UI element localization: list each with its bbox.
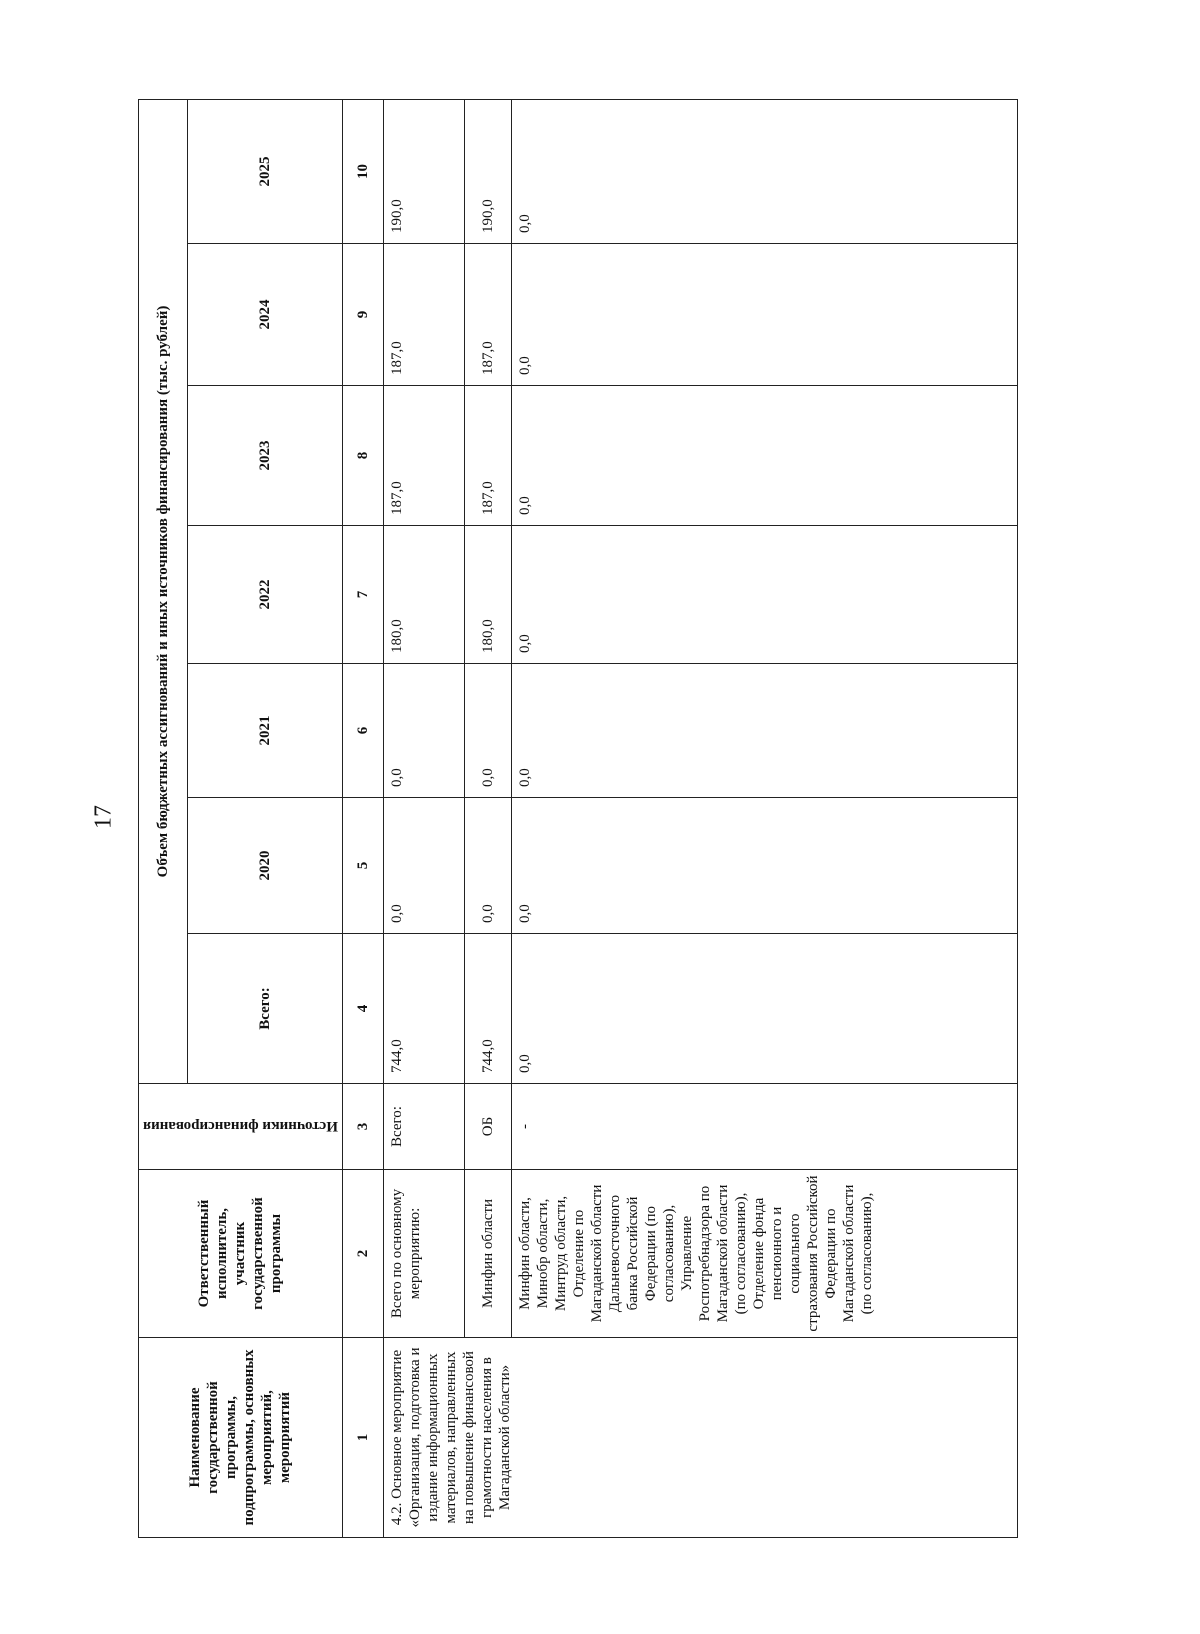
value-cell-total: 744,0	[464, 934, 511, 1084]
value-cell-2024: 187,0	[464, 244, 511, 386]
table-row	[464, 99, 511, 1537]
value-cell-total: 0,0	[511, 934, 1017, 1084]
header-total: Всего:	[187, 934, 342, 1084]
column-number-row	[342, 99, 383, 1537]
source-cell: ОБ	[464, 1084, 511, 1170]
header-year-2022: 2022	[187, 526, 342, 664]
header-sources	[139, 1084, 343, 1170]
column-number: 4	[342, 934, 383, 1084]
column-number: 9	[342, 244, 383, 386]
value-cell-2024: 187,0	[383, 244, 464, 386]
header-year-2024: 2024	[187, 244, 342, 386]
table-row	[383, 99, 464, 1537]
executor-cell: Минфин области, Минобр области, Минтруд области, Отделение по Магаданской области Дальневосточного банка Российской Федерации (по согласованию), Управление Роспотребнадзора по Магаданской области (по согласованию), Отделение фонда пенсионного и социального страхования Российской Федерации по Магаданской области (по согласованию),	[511, 1170, 1017, 1338]
column-number: 3	[342, 1084, 383, 1170]
value-cell-2021: 0,0	[464, 664, 511, 798]
value-cell-total: 744,0	[383, 934, 464, 1084]
column-number: 10	[342, 99, 383, 243]
value-cell-2024: 0,0	[511, 244, 1017, 386]
financing-table	[138, 99, 1018, 1538]
value-cell-2023: 187,0	[464, 386, 511, 526]
source-cell: -	[511, 1084, 1017, 1170]
value-cell-2025: 0,0	[511, 99, 1017, 243]
value-cell-2023: 0,0	[511, 386, 1017, 526]
column-number: 6	[342, 664, 383, 798]
page-number: 17	[90, 805, 117, 829]
value-cell-2020: 0,0	[511, 798, 1017, 934]
value-cell-2021: 0,0	[383, 664, 464, 798]
activity-name-cell: 4.2. Основное мероприятие «Организация, подготовка и издание информационных материалов, направленных на повышение финансовой грамотности населения в Магаданской области»	[383, 1338, 1017, 1538]
table-container	[138, 100, 1018, 1538]
executor-cell: Минфин области	[464, 1170, 511, 1338]
header-year-2025: 2025	[187, 99, 342, 243]
column-number: 8	[342, 386, 383, 526]
header-name: Наименование государственной программы, подпрограммы, основных мероприятий, мероприятий	[139, 1338, 343, 1538]
table-row	[511, 99, 1017, 1537]
executor-cell: Всего по основному мероприятию:	[383, 1170, 464, 1338]
header-year-2020: 2020	[187, 798, 342, 934]
value-cell-2021: 0,0	[511, 664, 1017, 798]
header-year-2023: 2023	[187, 386, 342, 526]
value-cell-2023: 187,0	[383, 386, 464, 526]
header-executor: Ответственный исполнитель, участник государственной программы	[139, 1170, 343, 1338]
value-cell-2022: 180,0	[464, 526, 511, 664]
value-cell-2020: 0,0	[464, 798, 511, 934]
value-cell-2022: 180,0	[383, 526, 464, 664]
column-number: 5	[342, 798, 383, 934]
value-cell-2022: 0,0	[511, 526, 1017, 664]
column-number: 7	[342, 526, 383, 664]
header-sources-text: Источники финансирования	[143, 1118, 338, 1135]
source-cell: Всего:	[383, 1084, 464, 1170]
column-number: 1	[342, 1338, 383, 1538]
value-cell-2025: 190,0	[464, 99, 511, 243]
header-year-2021: 2021	[187, 664, 342, 798]
column-number: 2	[342, 1170, 383, 1338]
value-cell-2020: 0,0	[383, 798, 464, 934]
value-cell-2025: 190,0	[383, 99, 464, 243]
header-volume: Объем бюджетных ассигнований и иных источников финансирования (тыс. рублей)	[139, 99, 188, 1083]
